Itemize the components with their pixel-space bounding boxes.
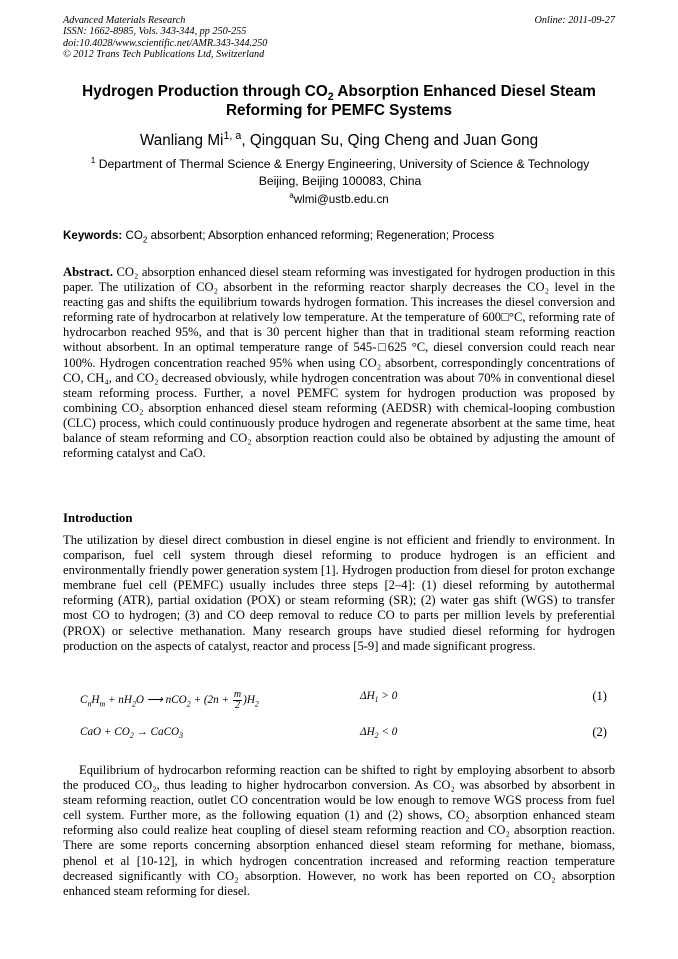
abstract-line: of 600□°C, reforming rate of hydrocarbon reached 95%, and that is 30 percent higher than that in <box>63 310 615 340</box>
abstract-line: level in the reacting gas and shifts the equilibrium towards hydrogen formation. This increases the <box>63 280 615 310</box>
author-affil-mark: 1, a <box>223 129 242 142</box>
para-line: absorb the produced CO₂, thus leading to higher hydrocarbon conversion. As CO₂ was absorbed by <box>63 763 616 793</box>
author-email: $^a$wlmi@ustb.edu.cn <box>289 191 389 206</box>
para-line: steam reforming for methane, biomass, phenol et al [10-12], in which hydrogen concentration <box>63 838 615 868</box>
para-line: absorbent in steam reforming reaction, outlet CO concentration would be low enough to remove <box>63 778 616 808</box>
para-line: no work has been reported on CO₂ absorption enhanced steam reforming for diesel. <box>63 868 615 898</box>
para-line: reaction and CO₂ absorption reaction. There are some reports concerning absorption enhanced diesel <box>63 823 616 853</box>
abstract-line: diesel conversion and reforming rate of hydrocarbon at relatively low temperature. At the temperature <box>63 295 615 325</box>
intro-line: and made significant progress. <box>381 638 536 653</box>
title-line-1: Hydrogen Production through $CO_2$ Absorption Enhanced Diesel Steam <box>82 83 596 104</box>
equation-2-enthalpy: $\Delta H_2 < 0$ <box>360 726 398 741</box>
section-heading: Introduction <box>63 511 133 525</box>
online-date: Online: 2011-09-27 <box>534 15 615 26</box>
author-list <box>63 131 615 151</box>
keywords: Keywords: $CO_2$ absorbent; Absorption enhanced reforming; Regeneration; Process <box>63 229 495 245</box>
copyright-line: © 2012 Trans Tech Publications Ltd, Switzerland <box>63 49 265 61</box>
authors-rest: , Qingquan Su, Qing Cheng and Juan Gong <box>241 132 539 149</box>
journal-name: Advanced Materials Research <box>63 15 186 26</box>
paper-title <box>63 82 615 120</box>
intro-line: The utilization by diesel direct combustion in diesel engine is not efficient and friendly to <box>63 533 530 547</box>
intro-line: water gas shift (WGS) to transfer most CO to hydrogen; (3) and CO deep removal to reduce CO to <box>63 593 615 623</box>
publication-header <box>63 15 615 61</box>
equation-2-reaction: CaO + $CO_2$ → CaCO$_3$ <box>80 726 184 741</box>
body-paragraph <box>63 763 615 899</box>
abstract-line: 545-□625 °C, diesel conversion could reach near 100%. Hydrogen concentration reached 95% when <box>63 340 616 370</box>
abstract-line: while hydrogen concentration was about 70% in conventional diesel steam reforming process. <box>63 370 615 400</box>
issn-line: ISSN: 1662-8985, Vols. 343-344, pp 250-255 <box>63 26 247 38</box>
abstract-label: Abstract. <box>63 265 114 279</box>
intro-line: environment. In comparison, fuel cell system through diesel reforming to produce hydrogen is an <box>63 533 615 563</box>
affiliation: $^1$ Department of Thermal Science & Energy Engineering, University of Science & Technology Beijing, Beijing 100083, China <box>90 154 590 188</box>
intro-line: studied diesel reforming for hydrogen production on the aspects of catalyst, reactor and process [5-9] <box>63 623 615 653</box>
title-line-2: Reforming for PEMFC Systems <box>225 102 453 119</box>
para-line: Equilibrium of hydrocarbon reforming reaction can be shifted to right by employing absorbent to <box>79 763 578 777</box>
equation-2 <box>80 722 615 750</box>
equation-1 <box>80 686 615 714</box>
abstract-line: steam reforming and CO₂ absorption reaction could also be obtained by adjusting the amount of <box>119 431 615 446</box>
abstract-line: Further, a novel PEMFC system for hydrogen production was proposed by combining CO₂ absorption <box>63 385 616 415</box>
abstract-line: could continuously produce hydrogen and regenerate absorbent at the same time, heat balance of <box>63 415 616 446</box>
keywords-label: Keywords: <box>63 229 123 242</box>
intro-line: parts per million levels by preferential (PROX) or selective methanation. Many research groups have <box>63 608 615 638</box>
intro-line: for proton exchange membrane fuel cell (PEMFC) usually includes three steps [2–4]: (1) diesel <box>63 563 615 593</box>
equation-2-number: (2) <box>592 725 607 739</box>
intro-line: efficient and environmentally friendly power generation system [1]. Hydrogen production from diesel <box>63 548 615 578</box>
equation-1-number: (1) <box>592 689 607 703</box>
equation-1-enthalpy: $\Delta H_1 > 0$ <box>360 690 398 705</box>
para-line: absorption enhanced steam reforming also could realize heat coupling of diesel steam reforming <box>63 808 616 838</box>
abstract <box>63 265 615 461</box>
abstract-line: traditional steam reforming reaction without absorbent. In an optimal temperature range of <box>63 325 615 355</box>
abstract-line: using CO₂ absorbent, correspondingly concentrations of CO, CH₄, and CO₂ decreased obviously, <box>63 355 615 385</box>
introduction-paragraph <box>63 533 615 654</box>
para-line: WGS process from fuel cell system. Further more, as the following equation (1) and (2) shows, CO₂ <box>63 793 616 823</box>
intro-line: reforming by autothermal reforming (ATR), partial oxidation (POX) or steam reforming (SR); (2) <box>63 578 615 608</box>
abstract-line: reforming catalyst and CaO. <box>63 446 206 461</box>
abstract-line: in this paper. The utilization of CO₂ absorbent in the reforming reactor sharply decreases the CO₂ <box>63 265 616 295</box>
abstract-line: CO₂ absorption enhanced diesel steam reforming was investigated for hydrogen production <box>113 265 581 279</box>
equation-1-reaction: $C_nH_m + nH_2O$ ⟶ nCO$_2$ + (2n + $\frac{m}{2}$ )$H_2$ <box>80 689 259 711</box>
para-line: increased and reforming reaction temperature decreased significantly with CO₂ absorption. However, <box>63 853 615 883</box>
abstract-line: enhanced diesel steam reforming (AEDSR) with chemical-looping combustion (CLC) process, which <box>63 400 616 430</box>
author-first: Wanliang Mi <box>139 132 224 149</box>
doi-line: doi:10.4028/www.scientific.net/AMR.343-344.250 <box>63 37 268 49</box>
